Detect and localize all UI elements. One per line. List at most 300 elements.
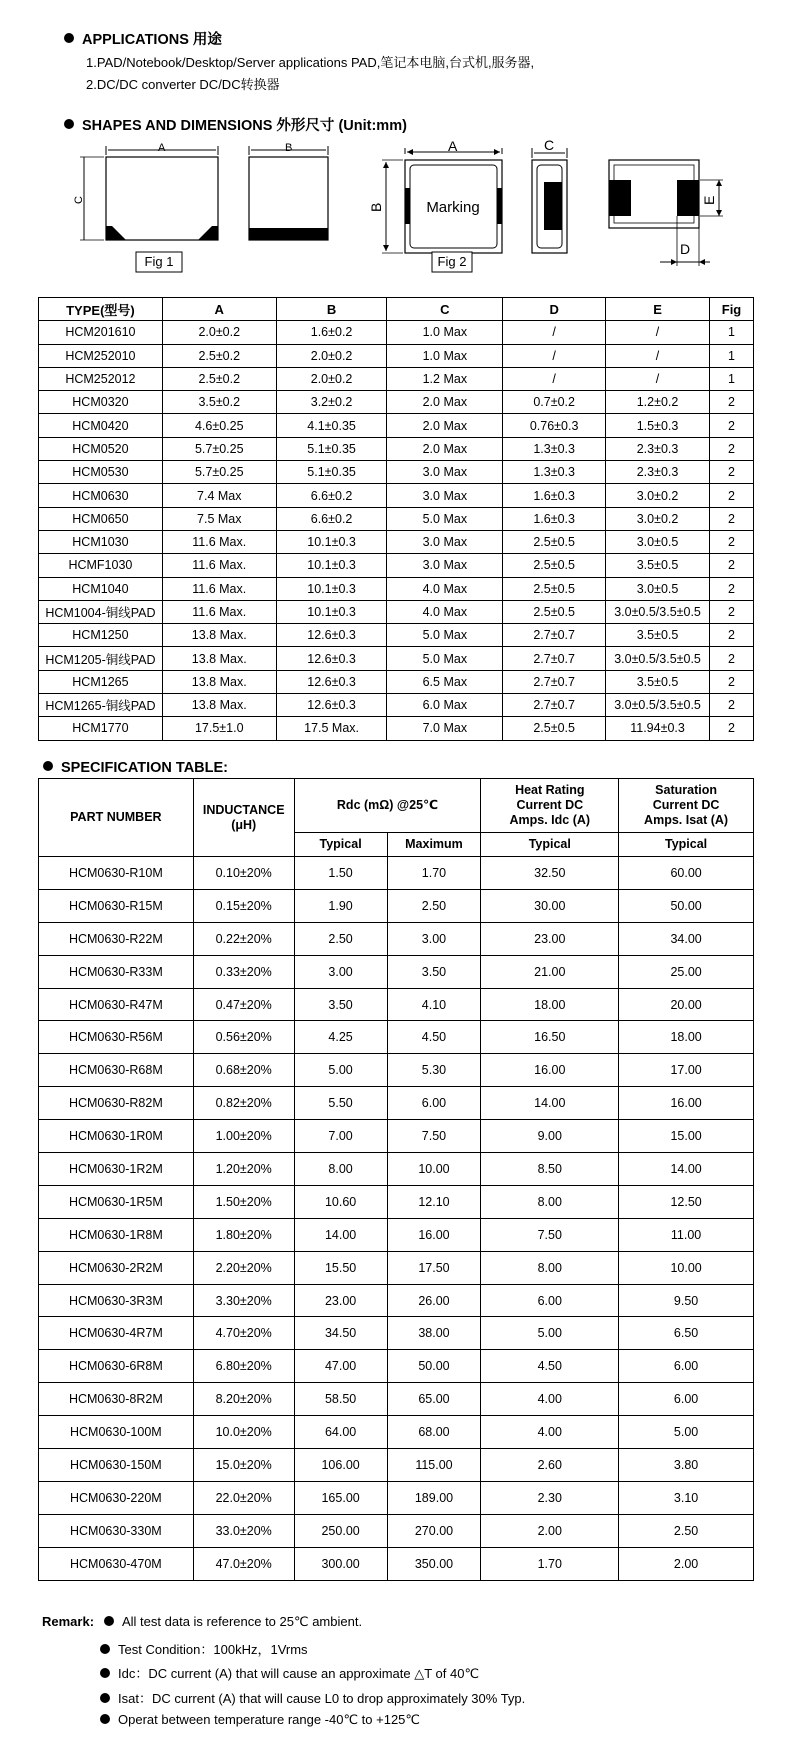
table-cell: 2.5±0.5 — [503, 717, 606, 740]
fig2-dim-b: B — [368, 202, 384, 212]
fig1-dim-c: C — [73, 196, 85, 204]
table-cell: 2 — [710, 600, 754, 623]
table-cell: 3.0±0.2 — [606, 507, 710, 530]
table-cell: 2 — [710, 437, 754, 460]
bullet-icon — [100, 1693, 110, 1703]
table-cell: 2 — [710, 554, 754, 577]
table-cell: 2 — [710, 694, 754, 717]
table-cell: 20.00 — [619, 988, 754, 1021]
table-cell: HCM0630-4R7M — [39, 1317, 194, 1350]
spec-header-heat-line2: Current DC — [516, 798, 584, 812]
table-cell: 16.00 — [619, 1087, 754, 1120]
table-cell: 2.50 — [619, 1514, 754, 1547]
dim-header-a: A — [162, 298, 276, 321]
table-cell: 17.50 — [387, 1251, 481, 1284]
fig2-dim-d: D — [680, 241, 691, 257]
table-cell: 13.8 Max. — [162, 670, 276, 693]
table-cell: 12.6±0.3 — [276, 647, 387, 670]
table-cell: 5.0 Max — [387, 624, 503, 647]
table-cell: 6.00 — [619, 1350, 754, 1383]
table-row — [39, 507, 754, 530]
table-cell: 18.00 — [481, 988, 619, 1021]
fig2-top-view — [368, 138, 502, 253]
table-cell: 2.3±0.3 — [606, 437, 710, 460]
table-cell: HCM0530 — [39, 461, 163, 484]
table-cell: 2 — [710, 507, 754, 530]
table-cell: 3.0±0.5/3.5±0.5 — [606, 694, 710, 717]
table-cell: 1.90 — [294, 889, 387, 922]
table-cell: HCM0630-3R3M — [39, 1284, 194, 1317]
table-cell: 17.00 — [619, 1054, 754, 1087]
table-cell: 1 — [710, 321, 754, 344]
table-cell: 5.7±0.25 — [162, 437, 276, 460]
spec-header-sat-typical: Typical — [619, 833, 754, 857]
table-cell: 0.22±20% — [193, 922, 294, 955]
table-cell: HCM0630-2R2M — [39, 1251, 194, 1284]
table-cell: 3.0±0.5 — [606, 577, 710, 600]
table-cell: 14.00 — [481, 1087, 619, 1120]
table-cell: 3.0 Max — [387, 484, 503, 507]
table-cell: 3.0±0.5 — [606, 530, 710, 553]
fig1-side-view — [249, 142, 328, 240]
table-cell: 11.6 Max. — [162, 577, 276, 600]
table-cell: 22.0±20% — [193, 1481, 294, 1514]
table-cell: 5.7±0.25 — [162, 461, 276, 484]
table-cell: 34.00 — [619, 922, 754, 955]
table-row — [39, 1514, 754, 1547]
table-row — [39, 554, 754, 577]
table-row — [39, 1416, 754, 1449]
table-cell: 350.00 — [387, 1547, 481, 1580]
spec-header-rdc-maximum: Maximum — [387, 833, 481, 857]
table-cell: 16.00 — [387, 1218, 481, 1251]
table-cell: 2.50 — [387, 889, 481, 922]
table-cell: 11.6 Max. — [162, 600, 276, 623]
table-cell: 189.00 — [387, 1481, 481, 1514]
table-cell: 68.00 — [387, 1416, 481, 1449]
table-cell: 10.1±0.3 — [276, 577, 387, 600]
table-cell: HCM0630-R15M — [39, 889, 194, 922]
table-cell: 1.70 — [387, 857, 481, 890]
table-cell: 50.00 — [619, 889, 754, 922]
table-row — [39, 889, 754, 922]
marking-text: Marking — [426, 199, 480, 216]
table-cell: 1.3±0.3 — [503, 437, 606, 460]
table-cell: 1.20±20% — [193, 1153, 294, 1186]
table-cell: 3.0 Max — [387, 461, 503, 484]
fig1-dim-b: B — [285, 142, 293, 154]
spec-header-inductance — [193, 779, 294, 857]
remark-text: Idc：DC current (A) that will cause an approximate △T of 40℃ — [118, 1666, 480, 1681]
table-cell: 6.6±0.2 — [276, 484, 387, 507]
dim-header-e: E — [606, 298, 710, 321]
table-cell: HCMF1030 — [39, 554, 163, 577]
table-cell: HCM0520 — [39, 437, 163, 460]
fig2-dim-e: E — [701, 195, 717, 205]
table-cell: 0.76±0.3 — [503, 414, 606, 437]
table-cell: 2.7±0.7 — [503, 624, 606, 647]
table-row — [39, 1449, 754, 1482]
table-cell: 0.15±20% — [193, 889, 294, 922]
remark-text: Test Condition：100kHz，1Vrms — [118, 1642, 308, 1657]
table-cell: 2.5±0.5 — [503, 554, 606, 577]
table-cell: HCM0420 — [39, 414, 163, 437]
table-cell: 2 — [710, 577, 754, 600]
table-cell: 2.7±0.7 — [503, 694, 606, 717]
bullet-icon — [43, 761, 53, 771]
shapes-heading — [64, 114, 407, 135]
table-cell: 17.5 Max. — [276, 717, 387, 740]
table-cell: 106.00 — [294, 1449, 387, 1482]
table-cell: 5.1±0.35 — [276, 461, 387, 484]
spec-header-heat-line1: Heat Rating — [515, 783, 585, 797]
table-cell: 4.0 Max — [387, 600, 503, 623]
table-cell: 65.00 — [387, 1383, 481, 1416]
table-cell: 15.50 — [294, 1251, 387, 1284]
table-cell: 1.2 Max — [387, 367, 503, 390]
table-cell: 3.5±0.5 — [606, 670, 710, 693]
table-cell: 4.00 — [481, 1383, 619, 1416]
table-cell: 12.6±0.3 — [276, 694, 387, 717]
remark-item — [100, 1688, 525, 1707]
table-cell: 3.5±0.2 — [162, 391, 276, 414]
table-cell: 0.10±20% — [193, 857, 294, 890]
table-cell: HCM1205-铜线PAD — [39, 647, 163, 670]
table-cell: 10.1±0.3 — [276, 530, 387, 553]
table-row — [39, 321, 754, 344]
spec-header-rdc-typical: Typical — [294, 833, 387, 857]
table-cell: 2 — [710, 530, 754, 553]
table-cell: 47.00 — [294, 1350, 387, 1383]
table-cell: 12.50 — [619, 1185, 754, 1218]
table-cell: 21.00 — [481, 955, 619, 988]
table-cell: 3.5±0.5 — [606, 554, 710, 577]
table-cell: 2.7±0.7 — [503, 670, 606, 693]
table-cell: / — [503, 367, 606, 390]
table-cell: 23.00 — [481, 922, 619, 955]
table-cell: 8.20±20% — [193, 1383, 294, 1416]
table-cell: HCM252010 — [39, 344, 163, 367]
table-cell: 10.0±20% — [193, 1416, 294, 1449]
table-cell: 18.00 — [619, 1021, 754, 1054]
table-cell: HCM0630-1R0M — [39, 1120, 194, 1153]
fig2-dim-c: C — [544, 138, 555, 153]
table-cell: HCM0630-1R2M — [39, 1153, 194, 1186]
application-line-1: 1.PAD/Notebook/Desktop/Server applications PAD,笔记本电脑,台式机,服务器, — [86, 55, 535, 70]
table-cell: HCM1030 — [39, 530, 163, 553]
applications-heading — [64, 28, 222, 49]
table-row — [39, 391, 754, 414]
remark-item — [104, 1614, 362, 1630]
remark-item — [100, 1663, 479, 1682]
fig2-bottom-view — [609, 160, 723, 266]
table-cell: 11.6 Max. — [162, 530, 276, 553]
table-cell: 2 — [710, 717, 754, 740]
table-cell: HCM0630-R47M — [39, 988, 194, 1021]
table-cell: 23.00 — [294, 1284, 387, 1317]
table-cell: 2.7±0.7 — [503, 647, 606, 670]
table-cell: HCM252012 — [39, 367, 163, 390]
table-cell: HCM0630-1R8M — [39, 1218, 194, 1251]
table-cell: 2.0±0.2 — [162, 321, 276, 344]
table-cell: 64.00 — [294, 1416, 387, 1449]
spec-title: SPECIFICATION TABLE: — [61, 760, 229, 776]
table-cell: 1.0 Max — [387, 344, 503, 367]
table-cell: 7.50 — [481, 1218, 619, 1251]
table-cell: 34.50 — [294, 1317, 387, 1350]
table-cell: 3.0 Max — [387, 530, 503, 553]
table-cell: 3.10 — [619, 1481, 754, 1514]
table-cell: 1.3±0.3 — [503, 461, 606, 484]
table-row — [39, 1153, 754, 1186]
spec-header-sat-line3: Amps. Isat (A) — [644, 813, 729, 827]
table-cell: 3.2±0.2 — [276, 391, 387, 414]
spec-header-heat-typical: Typical — [481, 833, 619, 857]
table-cell: 14.00 — [294, 1218, 387, 1251]
table-cell: 115.00 — [387, 1449, 481, 1482]
table-cell: 1.0 Max — [387, 321, 503, 344]
spec-heading — [43, 760, 228, 776]
table-row — [39, 577, 754, 600]
table-row — [39, 344, 754, 367]
table-cell: 5.00 — [481, 1317, 619, 1350]
table-cell: 12.6±0.3 — [276, 624, 387, 647]
table-cell: 16.00 — [481, 1054, 619, 1087]
table-cell: 3.00 — [387, 922, 481, 955]
table-row — [39, 530, 754, 553]
table-cell: 1.5±0.3 — [606, 414, 710, 437]
remark-item — [100, 1639, 308, 1658]
table-row — [39, 1021, 754, 1054]
dim-header-d: D — [503, 298, 606, 321]
table-row — [39, 647, 754, 670]
spec-header-row-1 — [39, 779, 754, 833]
remark-text: Operat between temperature range -40℃ to +125℃ — [118, 1712, 421, 1727]
table-row — [39, 1350, 754, 1383]
table-cell: HCM0630-R10M — [39, 857, 194, 890]
table-cell: 25.00 — [619, 955, 754, 988]
table-cell: HCM0630-R22M — [39, 922, 194, 955]
table-cell: 3.0±0.5/3.5±0.5 — [606, 600, 710, 623]
table-cell: 1.50 — [294, 857, 387, 890]
table-cell: 7.50 — [387, 1120, 481, 1153]
table-cell: HCM0630-R33M — [39, 955, 194, 988]
table-cell: 2.60 — [481, 1449, 619, 1482]
table-cell: 2.00 — [481, 1514, 619, 1547]
table-row — [39, 1218, 754, 1251]
table-cell: 2 — [710, 647, 754, 670]
table-cell: 10.00 — [619, 1251, 754, 1284]
table-cell: 1.2±0.2 — [606, 391, 710, 414]
spec-header-sat-line2: Current DC — [652, 798, 720, 812]
table-cell: 6.00 — [619, 1383, 754, 1416]
table-cell: 4.50 — [387, 1021, 481, 1054]
table-cell: 2.5±0.2 — [162, 367, 276, 390]
table-cell: 0.68±20% — [193, 1054, 294, 1087]
spec-header-rdc: Rdc (mΩ) @25℃ — [294, 779, 481, 833]
bullet-icon — [64, 119, 74, 129]
table-cell: 3.0±0.2 — [606, 484, 710, 507]
table-row — [39, 955, 754, 988]
table-cell: 3.0 Max — [387, 554, 503, 577]
remark-text: All test data is reference to 25℃ ambient. — [122, 1614, 363, 1629]
table-row — [39, 1054, 754, 1087]
table-cell: 10.60 — [294, 1185, 387, 1218]
dim-header-b: B — [276, 298, 387, 321]
table-cell: 0.33±20% — [193, 955, 294, 988]
remark-text: Isat：DC current (A) that will cause L0 to drop approximately 30% Typ. — [118, 1691, 526, 1706]
spec-header-heat-rating — [481, 779, 619, 833]
table-cell: 4.0 Max — [387, 577, 503, 600]
bullet-icon — [104, 1616, 114, 1626]
table-cell: 300.00 — [294, 1547, 387, 1580]
table-cell: HCM201610 — [39, 321, 163, 344]
table-cell: 1.50±20% — [193, 1185, 294, 1218]
table-cell: 13.8 Max. — [162, 647, 276, 670]
table-cell: HCM0650 — [39, 507, 163, 530]
spec-header-inductance-line1: INDUCTANCE — [202, 802, 285, 817]
table-cell: HCM0630-R68M — [39, 1054, 194, 1087]
table-cell: 10.1±0.3 — [276, 600, 387, 623]
table-cell: 11.00 — [619, 1218, 754, 1251]
dim-header-type: TYPE(型号) — [39, 298, 163, 321]
table-cell: 6.00 — [387, 1087, 481, 1120]
fig1-dim-a: A — [158, 142, 166, 154]
table-row — [39, 1185, 754, 1218]
table-cell: 3.80 — [619, 1449, 754, 1482]
remark-label: Remark: — [42, 1614, 95, 1629]
table-cell: HCM0630-470M — [39, 1547, 194, 1580]
applications-title: APPLICATIONS 用途 — [82, 32, 222, 48]
table-row — [39, 1120, 754, 1153]
application-line-2: 2.DC/DC converter DC/DC转换器 — [86, 77, 280, 92]
table-row — [39, 600, 754, 623]
table-cell: 6.80±20% — [193, 1350, 294, 1383]
table-cell: HCM1040 — [39, 577, 163, 600]
table-row — [39, 670, 754, 693]
table-row — [39, 1383, 754, 1416]
table-row — [39, 484, 754, 507]
table-cell: 3.0±0.5/3.5±0.5 — [606, 647, 710, 670]
fig1-front-view — [73, 142, 218, 240]
fig2-label: Fig 2 — [437, 254, 467, 269]
table-cell: 4.6±0.25 — [162, 414, 276, 437]
table-cell: 30.00 — [481, 889, 619, 922]
table-cell: 11.94±0.3 — [606, 717, 710, 740]
table-cell: 2.30 — [481, 1481, 619, 1514]
spec-header-sat-line1: Saturation — [655, 783, 717, 797]
table-cell: 4.70±20% — [193, 1317, 294, 1350]
table-cell: 2 — [710, 484, 754, 507]
table-cell: 8.00 — [481, 1251, 619, 1284]
fig2-side-view — [532, 138, 567, 253]
table-cell: 3.00 — [294, 955, 387, 988]
spec-header-inductance-line2: (μH) — [231, 817, 257, 832]
table-cell: 8.50 — [481, 1153, 619, 1186]
table-cell: 2.20±20% — [193, 1251, 294, 1284]
dimension-table — [38, 297, 754, 741]
table-cell: HCM0320 — [39, 391, 163, 414]
table-cell: 2 — [710, 624, 754, 647]
table-cell: 8.00 — [294, 1153, 387, 1186]
table-cell: HCM0630-150M — [39, 1449, 194, 1482]
table-cell: 250.00 — [294, 1514, 387, 1547]
table-cell: 5.0 Max — [387, 647, 503, 670]
table-cell: 12.6±0.3 — [276, 670, 387, 693]
table-cell: 12.10 — [387, 1185, 481, 1218]
spec-header-part-number: PART NUMBER — [39, 779, 194, 857]
dim-header-c: C — [387, 298, 503, 321]
table-cell: HCM0630-8R2M — [39, 1383, 194, 1416]
fig2-dim-a: A — [448, 138, 458, 154]
table-row — [39, 694, 754, 717]
table-cell: 7.0 Max — [387, 717, 503, 740]
table-row — [39, 717, 754, 740]
table-row — [39, 1481, 754, 1514]
table-cell: 4.50 — [481, 1350, 619, 1383]
table-cell: 10.1±0.3 — [276, 554, 387, 577]
bullet-icon — [100, 1668, 110, 1678]
table-cell: HCM1004-铜线PAD — [39, 600, 163, 623]
table-cell: 6.6±0.2 — [276, 507, 387, 530]
table-cell: HCM0630-330M — [39, 1514, 194, 1547]
table-cell: HCM0630-100M — [39, 1416, 194, 1449]
table-row — [39, 624, 754, 647]
table-row — [39, 461, 754, 484]
table-cell: 270.00 — [387, 1514, 481, 1547]
table-cell: HCM1250 — [39, 624, 163, 647]
table-cell: 9.00 — [481, 1120, 619, 1153]
table-cell: 17.5±1.0 — [162, 717, 276, 740]
table-cell: 0.7±0.2 — [503, 391, 606, 414]
table-cell: 6.5 Max — [387, 670, 503, 693]
table-cell: 2.5±0.5 — [503, 577, 606, 600]
table-row — [39, 1284, 754, 1317]
table-cell: 10.00 — [387, 1153, 481, 1186]
table-cell: 1.80±20% — [193, 1218, 294, 1251]
table-cell: 1.70 — [481, 1547, 619, 1580]
table-cell: 4.25 — [294, 1021, 387, 1054]
table-cell: 0.56±20% — [193, 1021, 294, 1054]
table-cell: 7.00 — [294, 1120, 387, 1153]
table-cell: 165.00 — [294, 1481, 387, 1514]
table-cell: 14.00 — [619, 1153, 754, 1186]
table-row — [39, 1547, 754, 1580]
table-cell: 9.50 — [619, 1284, 754, 1317]
remark-item — [100, 1712, 420, 1728]
table-cell: 26.00 — [387, 1284, 481, 1317]
table-cell: 13.8 Max. — [162, 694, 276, 717]
table-cell: 47.0±20% — [193, 1547, 294, 1580]
table-cell: HCM0630-1R5M — [39, 1185, 194, 1218]
table-cell: 1.00±20% — [193, 1120, 294, 1153]
table-cell: 2 — [710, 414, 754, 437]
table-cell: 5.1±0.35 — [276, 437, 387, 460]
table-cell: 3.50 — [294, 988, 387, 1021]
table-cell: HCM1265 — [39, 670, 163, 693]
table-cell: HCM0630-220M — [39, 1481, 194, 1514]
table-cell: 1.6±0.3 — [503, 484, 606, 507]
table-cell: 5.00 — [619, 1416, 754, 1449]
bullet-icon — [100, 1644, 110, 1654]
table-cell: HCM0630 — [39, 484, 163, 507]
table-cell: / — [503, 321, 606, 344]
table-cell: 1 — [710, 344, 754, 367]
table-cell: 2.5±0.5 — [503, 530, 606, 553]
table-row — [39, 922, 754, 955]
table-cell: 11.6 Max. — [162, 554, 276, 577]
table-cell: 6.00 — [481, 1284, 619, 1317]
